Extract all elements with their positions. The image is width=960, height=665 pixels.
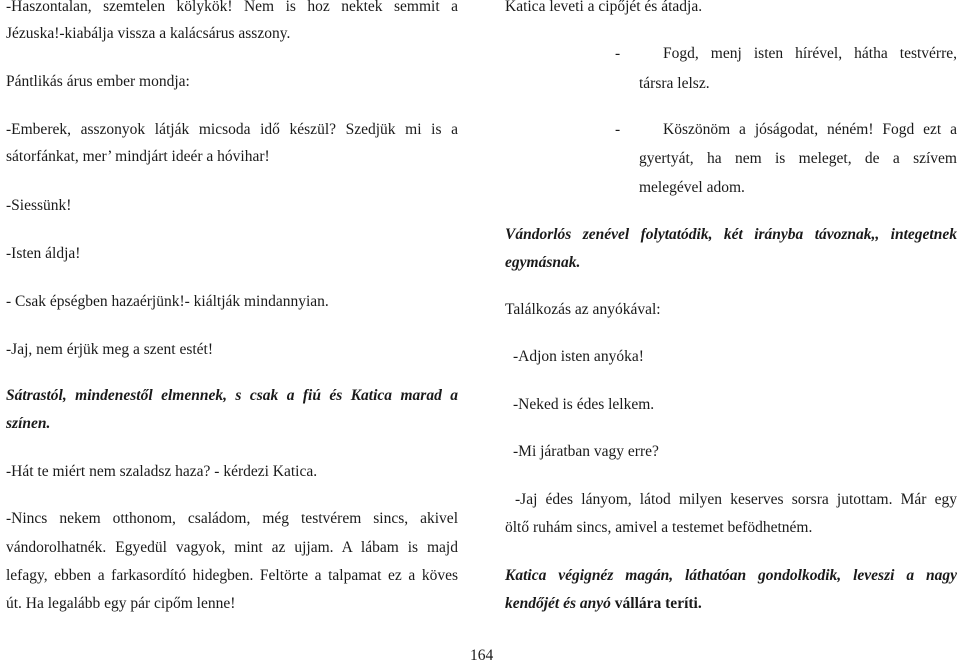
text-line: Fogd, menj isten hírével, hátha testvérre, (663, 45, 957, 62)
stage-direction (505, 594, 702, 614)
text-line: -Emberek, asszonyok látják micsoda idő készül? Szedjük mi is a (6, 121, 458, 138)
text-line: vándorolhatnék. Egyedül vagyok, mint az ujjam. A lábam is majd (6, 539, 458, 556)
stage-direction-part: kendőjét és anyó (505, 595, 611, 612)
text-line: -Isten áldja! (6, 245, 81, 262)
text-line: lefagy, ebben a farkasordító hidegben. Feltörte a talpamat ez a köves (6, 567, 458, 584)
text-line: melegével adom. (639, 179, 745, 196)
text-line: -Jaj édes lányom, látod milyen keserves sorsra jutottam. Már egy (515, 491, 957, 508)
text-line: Köszönöm a jóságodat, néném! Fogd ezt a (663, 121, 957, 138)
stage-direction: Katica leveti a cipőjét és átadja. (505, 0, 703, 15)
stage-direction: Vándorlós zenével folytatódik, két irányba távoznak,, integetnek (505, 226, 957, 243)
text-line: -Haszontalan, szemtelen kölykök! Nem is hoz nektek semmit a (6, 0, 458, 15)
text-line: -Nincs nekem otthonom, családom, még testvérem sincs, akivel (6, 510, 458, 527)
text-line: -Neked is édes lelkem. (513, 396, 655, 413)
text-line: -Jaj, nem érjük meg a szent estét! (6, 341, 214, 358)
text-line: -Siessünk! (6, 197, 72, 214)
text-line: társra lelsz. (639, 75, 710, 92)
text-line: Találkozás az anyókával: (505, 301, 661, 318)
dash-marker: - (615, 45, 621, 62)
stage-direction: színen. (6, 415, 51, 432)
text-line: öltő ruhám sincs, amivel a testemet befödhetném. (505, 519, 813, 536)
text-line: út. Ha legalább egy pár cipőm lenne! (6, 595, 236, 612)
page-number: 164 (470, 647, 494, 664)
stage-direction: Sátrastól, mindenestől elmennek, s csak a fiú és Katica marad a (6, 387, 458, 404)
text-line: sátorfánkat, mer’ mindjárt ideér a hóvihar! (6, 148, 270, 165)
stage-direction: Katica végignéz magán, láthatóan gondolkodik, leveszi a nagy (505, 567, 957, 584)
text-line: gyertyát, ha nem is meleget, de a szívem (639, 150, 957, 167)
stage-direction-part: vállára teríti. (614, 595, 702, 612)
text-line: Jézuska!-kiabálja vissza a kalácsárus asszony. (6, 25, 291, 42)
text-line: - Csak épségben hazaérjünk!- kiáltják mindannyian. (6, 293, 329, 310)
dash-marker: - (615, 121, 621, 138)
text-line: -Mi járatban vagy erre? (513, 443, 659, 460)
text-line: -Hát te miért nem szaladsz haza? - kérdezi Katica. (6, 463, 318, 480)
stage-direction: egymásnak. (505, 254, 581, 271)
text-line: -Adjon isten anyóka! (513, 348, 644, 365)
text-line: Pántlikás árus ember mondja: (6, 73, 190, 90)
